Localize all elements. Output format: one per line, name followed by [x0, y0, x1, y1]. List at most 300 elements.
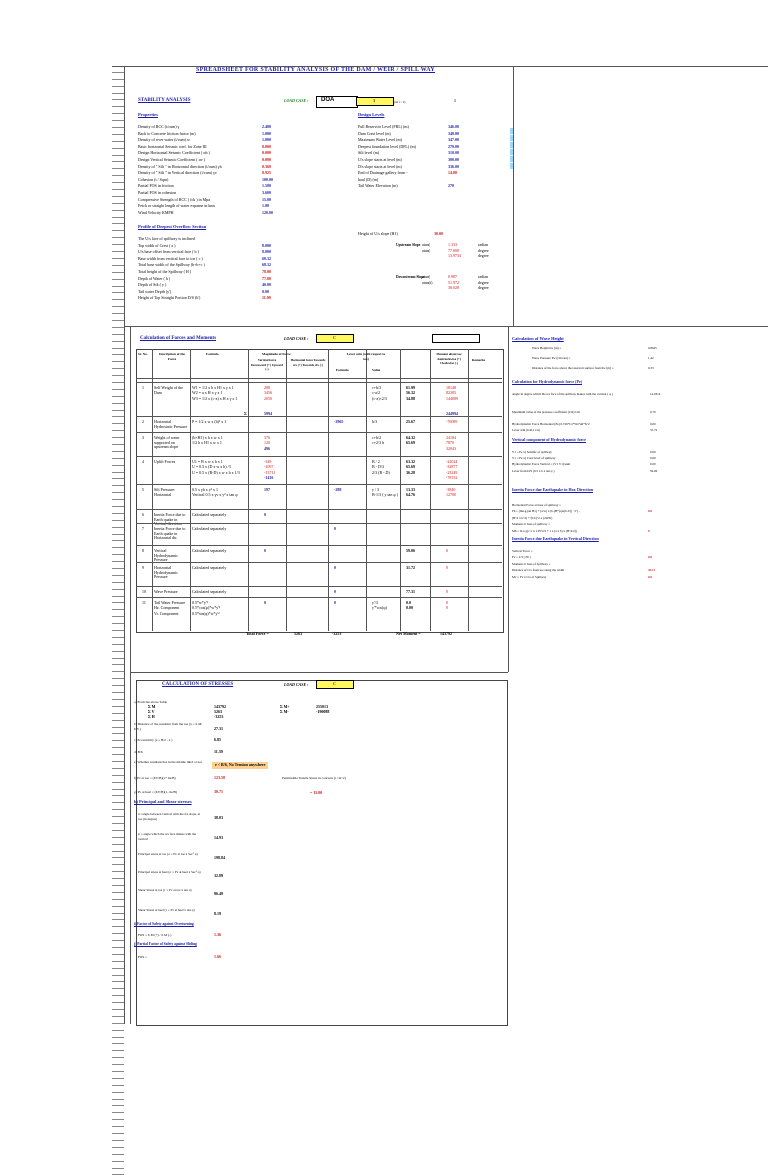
col-sr-no: Sr. No. [138, 352, 150, 357]
inertia-v-label: Moment at base of Spillway = [512, 562, 551, 567]
row-number-cell [112, 376, 124, 383]
inertia-h-label: Fh = (mu.g.(an H1) + (a/w) x (b-(H*(a)x(b-b')) · b') - [512, 509, 580, 514]
force-vertical: 3456 [264, 391, 272, 396]
inertia-h-label: Moment at base of spillway = [512, 522, 550, 527]
stress-header: CALCULATION OF STRESSES [162, 683, 233, 688]
forces-column-line [468, 349, 469, 631]
i-value: 1.36 [214, 933, 221, 938]
stress-load-case-label: LOAD CASE : [284, 683, 308, 688]
row-number-cell [112, 569, 124, 576]
level-label: Full Reservoir Level (FRL) (m) [358, 125, 409, 130]
moment-value: -32877 [446, 465, 457, 470]
wave-label: Distance of the force above the reservoir surface from hw (m) = [532, 366, 614, 371]
b-label: b) Distance of the resultant from the toe (x = Σ M/ Σ V ) [134, 722, 204, 731]
row-number-cell [112, 424, 124, 431]
force-no: 4 [142, 460, 144, 465]
moment-value: 24184 [446, 436, 456, 441]
level-value: 270 [448, 184, 454, 189]
force-vertical: 0 [264, 549, 266, 554]
principal-label: φ = angle which the u/s face makes with the vertical [138, 832, 202, 841]
row-number-cell [112, 287, 124, 294]
row-number-cell [112, 783, 124, 790]
row-number-cell [112, 976, 124, 983]
force-desc: Uplift Forces [154, 460, 188, 465]
stability-load-case-label: LOAD CASE : [284, 99, 308, 104]
stress-left-border [130, 672, 131, 1024]
sum-key: Σ H [148, 715, 155, 720]
moment-value: 7870 [446, 441, 454, 446]
row-number-cell [112, 493, 124, 500]
lever-formula: c-a/2 [372, 391, 380, 396]
level-label: Dam Crest level (m) [358, 132, 391, 137]
row-number-cell [112, 721, 124, 728]
e-label: e) Whether resultant lies in the middle third or not [134, 760, 204, 765]
row-number-cell [112, 597, 124, 604]
inertia-v-label: Mv = Fv x CG of Spillway [512, 575, 546, 580]
row-number-cell [112, 349, 124, 356]
hydro-value: 0.70 [650, 410, 656, 415]
net-moment-label: Net Moment = [396, 632, 421, 637]
load-case-input[interactable] [316, 96, 358, 108]
row-number-cell [112, 1113, 124, 1120]
row-number-cell [112, 776, 124, 783]
force-no: 9 [142, 566, 144, 571]
force-no: 1 [142, 386, 144, 391]
us-slope-unit: degree [478, 254, 489, 259]
row-number-cell [112, 603, 124, 610]
row-number-cell [112, 728, 124, 735]
profile-label: U/s base offset from vertical face ( b ) [138, 250, 199, 255]
row-number-cell [112, 824, 124, 831]
forces-right-border [508, 326, 509, 672]
d-value: 11.39 [214, 750, 223, 755]
row-number-cell [112, 404, 124, 411]
force-desc: Horizontal Hydrostatic Pressure [154, 420, 188, 429]
marker-a [510, 128, 513, 134]
force-vertical: 120 [264, 441, 270, 446]
col-formula: Formula [206, 352, 219, 357]
col-vertical: Vertical force Downward (+) Upward (-) [250, 358, 284, 372]
force-vertical: 288 [264, 386, 270, 391]
case-number-2: 1 [454, 99, 456, 104]
lever-formula: B / 2 [372, 460, 380, 465]
level-label: Tail Water Elevation (m) [358, 184, 398, 189]
force-formula: U1 = B x w x h x 1 [192, 460, 223, 465]
row-number-cell [112, 665, 124, 672]
property-value: 2.400 [262, 125, 271, 130]
property-value: 0.360 [262, 165, 271, 170]
level-label: Deepest foundation level (DFL) (m) [358, 145, 416, 150]
property-label: Design Horizontal Seismic Coefficient ( αh ) [138, 151, 210, 156]
ds-slope-sub: atan(t) [422, 281, 432, 286]
j-title: j) Partial Factor of Safety against Sliding [134, 942, 197, 947]
inertia-v-label: Fv = 2/3 [ Fh ] [512, 555, 531, 560]
profile-label: Depth of Water ( h ) [138, 277, 170, 282]
forces-header: Calculation of Forces and Moments [140, 337, 216, 342]
forces-column-line [430, 349, 431, 631]
inertia-v-value: 0.0 [648, 575, 652, 580]
row-number-cell [112, 817, 124, 824]
forces-empty-cell[interactable] [432, 334, 480, 343]
marker-e [510, 156, 513, 162]
forces-row-line [136, 484, 502, 485]
g-note: = 15.00 [310, 791, 322, 796]
force-formula: Calculated separately [192, 549, 226, 554]
property-value: 100.00 [262, 178, 273, 183]
row-number-cell [112, 934, 124, 941]
property-label: Density of " Silt " in Vertical direction (t/cum) γv [138, 171, 217, 176]
force-desc: Horizontal Hydrodynamic Pressure [154, 566, 188, 580]
total-force-h: -3253 [332, 632, 341, 637]
row-number-cell [112, 535, 124, 542]
force-formula: W2 = a x H x γ x 1 [192, 391, 222, 396]
stability-header: STABILITY ANALYSIS [138, 99, 190, 104]
vertical-hydro-title: Vertical component of Hydrodynamic force [512, 438, 586, 443]
row-number-cell [112, 169, 124, 176]
row-number-cell [112, 962, 124, 969]
force-vertical: 0 [264, 601, 266, 606]
level-value: 347.00 [448, 138, 459, 143]
inertia-v-label: Vertical Force = [512, 549, 533, 554]
height-us-label: Height of U/s slope (H1) [358, 232, 398, 237]
property-value: 0.000 [262, 158, 271, 163]
row-number-cell [112, 693, 124, 700]
row-number-cell [112, 445, 124, 452]
downstream-slope-label: Downstream Slope [396, 275, 425, 280]
sum-key-2: Σ M+ [280, 705, 290, 710]
forces-row-line [136, 456, 502, 457]
lever-value: 61.99 [406, 386, 415, 391]
forces-row-line [136, 545, 502, 546]
case-number-cell[interactable] [356, 97, 394, 106]
level-value: 310.00 [448, 151, 459, 156]
inertia-v-title: Inertia Force due Earthquake in Vertical Direction [512, 537, 599, 542]
us-slope-value: 77.000 [448, 249, 459, 254]
row-number-cell [112, 1038, 124, 1045]
wave-value: 0.8625 [648, 346, 657, 351]
moment-value: 0 [446, 549, 448, 554]
vertical-hydro-value: 0.00 [650, 450, 656, 455]
design-levels-title: Design Levels [358, 113, 384, 118]
row-number-cell [112, 920, 124, 927]
row-number-cell [112, 521, 124, 528]
row-number-cell [112, 149, 124, 156]
profile-title: Profile of Deepest Overflow Section [138, 225, 206, 230]
lever-value: 0.00 [406, 606, 413, 611]
net-moment-value: 143792 [440, 632, 452, 637]
row-number-cell [112, 211, 124, 218]
vertical-hydro-value: 0.00 [650, 462, 656, 467]
property-label: Density of " Silt " in Horizontal direction (t/cum) γh [138, 165, 222, 170]
property-label: Partial FOS in cohesion [138, 191, 176, 196]
force-formula: W1 = 1/2 x b x H1 x γ x 1 [192, 386, 234, 391]
forces-row-line [136, 432, 502, 433]
force-no: 6 [142, 513, 144, 518]
property-label: Density of RCC (t/cum) γ [138, 125, 179, 130]
row-number-cell [112, 328, 124, 335]
property-value: 1.00 [262, 204, 269, 209]
moment-value: 82305 [446, 391, 456, 396]
lever-value: 0.0 [406, 601, 411, 606]
row-number-cell [112, 100, 124, 107]
f-note: Permissible Tensile Stress in concrete (t / m^2) [282, 776, 352, 781]
moment-value: 0 [446, 590, 448, 595]
force-formula: Calculated separately [192, 513, 226, 518]
row-number-cell [112, 293, 124, 300]
g-value: 30.71 [214, 790, 223, 795]
case-note: (ref 1 / 2) [394, 100, 405, 105]
us-slope-sub: atan( [422, 243, 430, 248]
forces-load-case-cell[interactable] [316, 334, 354, 343]
forces-row-line [136, 597, 502, 598]
level-value: 270.00 [448, 145, 459, 150]
row-number-cell [112, 431, 124, 438]
vertical-hydro-value: 0.00 [650, 456, 656, 461]
force-no: 8 [142, 549, 144, 554]
sum-value: -3253 [214, 715, 223, 720]
row-number-cell [112, 390, 124, 397]
row-number-cell [112, 645, 124, 652]
force-formula: U = 0.5 x (B-D) x w x h x 1/3 [192, 471, 240, 476]
row-number-cell [112, 94, 124, 101]
vertical-hydro-label: V1 = Pe x( Seismic of spillway [512, 450, 552, 455]
wave-label: Wave Height hw (m) = [532, 346, 561, 351]
row-number-cell [112, 362, 124, 369]
profile-value: 60.32 [262, 257, 271, 262]
row-number-cell [112, 1134, 124, 1141]
ds-slope-unit: degree [478, 281, 489, 286]
force-formula: U = 0.5 x (D x w x h) /3 [192, 465, 231, 470]
g-label: g) Pv at heel = (ΣV/B)(1- 6e/B) [134, 790, 177, 795]
principal-value: 96.49 [214, 892, 223, 897]
row-number-cell [112, 135, 124, 142]
row-number-cell [112, 73, 124, 80]
row-number-cell [112, 907, 124, 914]
row-number-cell [112, 224, 124, 231]
property-label: Cohesion (t / Sqm) [138, 178, 168, 183]
row-number-cell [112, 114, 124, 121]
b-value: 27.31 [214, 727, 223, 732]
sum-self-weight: 5994 [264, 412, 272, 417]
ds-slope-sub: atan( [422, 275, 430, 280]
force-no: 11 [142, 601, 146, 606]
force-desc: Silt Pressure: Horizontal [154, 488, 188, 497]
stress-load-case-cell[interactable] [316, 680, 354, 689]
sum-key: Σ M [148, 705, 155, 710]
lever-value: 63.32 [406, 460, 415, 465]
row-number-cell [112, 858, 124, 865]
profile-value: 11.00 [262, 296, 271, 301]
lever-formula: y / 3 [372, 488, 379, 493]
force-formula: Vertical 0.5 x γv x y² x tan φ [192, 493, 238, 498]
lever-value: 77.31 [406, 590, 415, 595]
row-number-cell [112, 769, 124, 776]
row-number-cell [112, 1093, 124, 1100]
row-number-cell [112, 748, 124, 755]
row-number-cell [112, 982, 124, 989]
row-number-cell [112, 762, 124, 769]
row-number-cell [112, 803, 124, 810]
row-number-cell [112, 342, 124, 349]
right-border-top [513, 66, 514, 326]
row-number-cell [112, 845, 124, 852]
forces-column-line [400, 349, 401, 631]
sum-key: Σ V [148, 710, 155, 715]
level-label: U/s slope starts at level (m) [358, 158, 402, 163]
col-description: Description of the Force [156, 352, 188, 361]
row-number-cell [112, 1086, 124, 1093]
row-number-cell [112, 886, 124, 893]
row-number-cell [112, 562, 124, 569]
sum-mark: Σ [244, 412, 247, 417]
lever-value: 64.76 [406, 493, 415, 498]
marker-c [510, 142, 513, 148]
principal-value: 198.84 [214, 856, 225, 861]
row-number-cell [112, 1044, 124, 1051]
hydro-label: Angle in degree which the u/s face of the spillway makes with the vertical ( φ ) [512, 392, 640, 397]
row-number-cell [112, 610, 124, 617]
row-number-cell [112, 576, 124, 583]
property-label: Back to Concrete friction factor (m) [138, 132, 196, 137]
forces-row-line [136, 523, 502, 524]
profile-value: 77.00 [262, 277, 271, 282]
hydro-label: Maximum value of the pressure coefficient (Cm) Cm [512, 410, 640, 415]
force-vertical: 376 [264, 436, 270, 441]
ds-slope-value: 51.972 [448, 281, 459, 286]
row-number-cell [112, 438, 124, 445]
row-number-cell [112, 321, 124, 328]
force-vertical: 0 [264, 513, 266, 518]
row-number-cell [112, 941, 124, 948]
vertical-hydro-value: 59.06 [650, 469, 657, 474]
row-number-cell [112, 514, 124, 521]
row-number-cell [112, 865, 124, 872]
profile-label: Depth of Silt ( y ) [138, 283, 166, 288]
row-number-cell [112, 755, 124, 762]
forces-load-case-label: LOAD CASE : [284, 337, 308, 342]
property-value: 1.000 [262, 138, 271, 143]
i-title: i) Factor of Safety against Overturning [134, 922, 194, 927]
row-number-cell [112, 996, 124, 1003]
row-number-cell [112, 466, 124, 473]
profile-label: Top width of Crest ( a ) [138, 244, 176, 249]
moment-value: -23249 [446, 471, 457, 476]
lever-value: 65.69 [406, 465, 415, 470]
force-vertical: 2050 [264, 397, 272, 402]
force-formula: Calculated separately [192, 527, 226, 532]
profile-value: 68.32 [262, 263, 271, 268]
row-number-cell [112, 838, 124, 845]
property-value: 120.00 [262, 211, 273, 216]
lever-formula: c+b/3 [372, 386, 381, 391]
lever-formula: c+2/3 b [372, 441, 384, 446]
hydro-value: 31.72 [650, 428, 657, 433]
row-number-cell [112, 624, 124, 631]
forces-header-bottom [136, 378, 502, 379]
row-number-cell [112, 927, 124, 934]
d-label: d) B/6 [134, 750, 143, 755]
inertia-h-label: Mh = m x g(c x w x H^2/2 + 1 x (a x b) x (H^2/2)) [512, 529, 577, 534]
profile-label: Total height of the Spillway ( H ) [138, 270, 191, 275]
moment-value: 18148 [446, 386, 456, 391]
col-magnitude: Magnitude of Force [262, 352, 291, 357]
force-horizontal: 0 [334, 590, 336, 595]
row-number-cell [112, 617, 124, 624]
wave-label: Wave Pressure Pw (t/m run) = [532, 356, 570, 361]
profile-label: Base width from vertical face to toe ( c ) [138, 257, 203, 262]
force-no: 7 [142, 527, 144, 532]
lever-formula: B - D/3 [372, 465, 384, 470]
row-number-cell [112, 121, 124, 128]
height-us-value: 30.00 [434, 232, 443, 237]
row-number-cell [112, 583, 124, 590]
row-number-cell [112, 879, 124, 886]
vertical-hydro-label: Hydrodynamic Force Vertical = (V1 V1)/sum [512, 462, 570, 467]
sum-value: 5263 [214, 710, 222, 715]
c-value: 6.85 [214, 738, 221, 743]
e-value: e < B/6, No Tension anywhere [212, 762, 268, 769]
row-number-cell [112, 590, 124, 597]
row-number-cell [112, 1106, 124, 1113]
ds-slope-value: 0.987 [448, 275, 457, 280]
row-number-cell [112, 452, 124, 459]
moment-value: 0 [446, 566, 448, 571]
level-label: D/s slope starts at level (m) [358, 165, 402, 170]
us-slope-unit: degree [478, 249, 489, 254]
row-number-cell [112, 810, 124, 817]
row-number-cell [112, 1141, 124, 1148]
row-number-cell [112, 411, 124, 418]
row-number-cell [112, 128, 124, 135]
forces-column-line [366, 349, 367, 631]
forces-row-line [136, 562, 502, 563]
row-number-cell [112, 734, 124, 741]
row-number-cell [112, 1079, 124, 1086]
force-formula: 0.5*cos(φ)*w*y'² [192, 606, 220, 611]
inertia-v-value: 0.0 [648, 555, 652, 560]
lever-formula: c+b/2 [372, 436, 381, 441]
moment-value: -3840 [446, 488, 455, 493]
c-label: c) Eccentricity (e = B/2 - x ) [134, 738, 172, 743]
row-number-cell [112, 1162, 124, 1169]
level-label: haul (D) (m) [358, 178, 378, 183]
row-number-cell [112, 245, 124, 252]
forces-row-line [136, 586, 502, 587]
total-force-label: Total Force = [246, 632, 269, 637]
row-number-cell [112, 1010, 124, 1017]
row-number-cell [112, 790, 124, 797]
section-divider-2 [130, 672, 508, 673]
row-number-cell [112, 307, 124, 314]
us-slope-value: 1.333 [448, 243, 457, 248]
vertical-hydro-label: V1 = Pe x( Crest level of spillway [512, 456, 556, 461]
lever-value: 65.69 [406, 441, 415, 446]
property-label: Basic horizontal Seismic coef. for Zone III [138, 145, 207, 150]
level-value: 348.00 [448, 132, 459, 137]
inertia-h-value: 0.0 [648, 509, 652, 514]
force-subcomponent: Vr. Component [154, 612, 178, 617]
force-horizontal: 0 [334, 601, 336, 606]
force-horizontal: -2965 [334, 420, 343, 425]
stress-load-case-value: C [333, 682, 336, 687]
force-desc: Wave Pressure [154, 590, 188, 595]
force-horizontal: -288 [334, 488, 341, 493]
level-label: End of Drainage gallery from - [358, 171, 408, 176]
row-number-cell [112, 273, 124, 280]
principal-label: Principal stress at toe (σ = Pv at toe x Sec² α) [138, 852, 202, 857]
sum-value: 143792 [214, 705, 226, 710]
property-value: 0.000 [262, 145, 271, 150]
